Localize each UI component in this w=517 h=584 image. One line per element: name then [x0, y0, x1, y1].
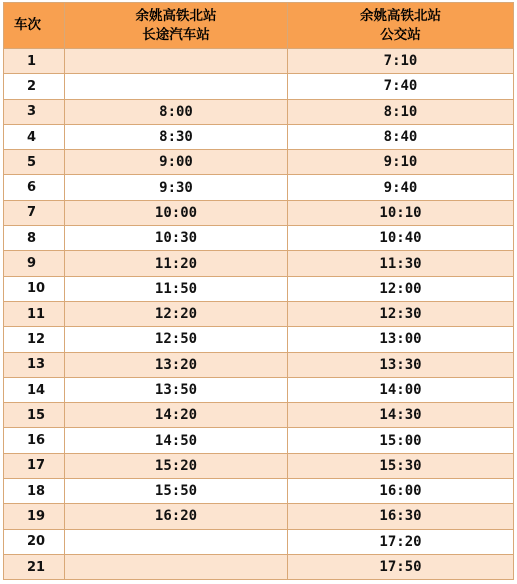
bus-stop-time-cell: 8:40 [288, 124, 514, 149]
table-row [4, 226, 514, 251]
long-distance-station-time-cell: 8:00 [65, 99, 288, 124]
trip-number-cell: 2 [4, 74, 65, 99]
bus-stop-time-cell: 13:30 [288, 352, 514, 377]
long-distance-station-time-cell: 14:50 [65, 428, 288, 453]
header-station2-line1: 余姚高铁北站 [360, 7, 441, 24]
bus-stop-time-cell: 12:00 [288, 276, 514, 301]
trip-number-cell: 14 [4, 377, 65, 402]
bus-stop-time-cell: 15:00 [288, 428, 514, 453]
long-distance-station-time-cell: 9:30 [65, 175, 288, 200]
trip-number-cell: 13 [4, 352, 65, 377]
schedule-table-container [3, 2, 513, 582]
trip-number-cell: 12 [4, 327, 65, 352]
table-row [4, 175, 514, 200]
long-distance-station-time-cell: 11:20 [65, 251, 288, 276]
long-distance-station-time-cell [65, 529, 288, 554]
table-row [4, 150, 514, 175]
table-row [4, 529, 514, 554]
trip-number-cell: 1 [4, 49, 65, 74]
long-distance-station-time-cell [65, 49, 288, 74]
long-distance-station-time-cell: 12:20 [65, 301, 288, 326]
header-station1-line1: 余姚高铁北站 [135, 7, 217, 24]
long-distance-station-time-cell: 16:20 [65, 504, 288, 529]
table-header [4, 3, 514, 49]
trip-number-cell: 10 [4, 276, 65, 301]
long-distance-station-time-cell: 13:20 [65, 352, 288, 377]
long-distance-station-time-cell [65, 74, 288, 99]
bus-stop-time-cell: 10:40 [288, 226, 514, 251]
bus-stop-time-cell: 7:40 [288, 74, 514, 99]
header-station1-line2: 长途汽车站 [142, 26, 210, 43]
bus-stop-time-cell: 10:10 [288, 200, 514, 225]
bus-stop-time-cell: 9:40 [288, 175, 514, 200]
long-distance-station-time-cell: 11:50 [65, 276, 288, 301]
table-row [4, 251, 514, 276]
table-row [4, 504, 514, 529]
long-distance-station-time-cell [65, 554, 288, 579]
trip-number-cell: 5 [4, 150, 65, 175]
header-station2-line2: 公交站 [380, 26, 421, 43]
header-trip-label: 车次 [14, 17, 41, 33]
table-row [4, 453, 514, 478]
header-trip-number [4, 3, 65, 49]
bus-stop-time-cell: 9:10 [288, 150, 514, 175]
table-row [4, 200, 514, 225]
long-distance-station-time-cell: 15:50 [65, 479, 288, 504]
header-row [4, 3, 514, 49]
table-row [4, 327, 514, 352]
header-long-distance-station [65, 3, 288, 49]
long-distance-station-time-cell: 15:20 [65, 453, 288, 478]
long-distance-station-time-cell: 9:00 [65, 150, 288, 175]
table-row [4, 74, 514, 99]
table-row [4, 377, 514, 402]
trip-number-cell: 20 [4, 529, 65, 554]
long-distance-station-time-cell: 14:20 [65, 403, 288, 428]
trip-number-cell: 8 [4, 226, 65, 251]
long-distance-station-time-cell: 13:50 [65, 377, 288, 402]
trip-number-cell: 16 [4, 428, 65, 453]
bus-stop-time-cell: 8:10 [288, 99, 514, 124]
trip-number-cell: 17 [4, 453, 65, 478]
table-row [4, 301, 514, 326]
trip-number-cell: 18 [4, 479, 65, 504]
bus-stop-time-cell: 14:30 [288, 403, 514, 428]
table-row [4, 276, 514, 301]
trip-number-cell: 19 [4, 504, 65, 529]
trip-number-cell: 7 [4, 200, 65, 225]
table-row [4, 403, 514, 428]
bus-stop-time-cell: 16:00 [288, 479, 514, 504]
trip-number-cell: 6 [4, 175, 65, 200]
trip-number-cell: 9 [4, 251, 65, 276]
table-row [4, 49, 514, 74]
table-row [4, 124, 514, 149]
long-distance-station-time-cell: 10:00 [65, 200, 288, 225]
trip-number-cell: 21 [4, 554, 65, 579]
bus-stop-time-cell: 14:00 [288, 377, 514, 402]
long-distance-station-time-cell: 10:30 [65, 226, 288, 251]
bus-stop-time-cell: 12:30 [288, 301, 514, 326]
table-row [4, 99, 514, 124]
bus-stop-time-cell: 16:30 [288, 504, 514, 529]
trip-number-cell: 15 [4, 403, 65, 428]
table-row [4, 428, 514, 453]
bus-stop-time-cell: 17:50 [288, 554, 514, 579]
long-distance-station-time-cell: 12:50 [65, 327, 288, 352]
header-bus-stop [288, 3, 514, 49]
bus-stop-time-cell: 13:00 [288, 327, 514, 352]
bus-stop-time-cell: 17:20 [288, 529, 514, 554]
trip-number-cell: 11 [4, 301, 65, 326]
bus-stop-time-cell: 7:10 [288, 49, 514, 74]
trip-number-cell: 4 [4, 124, 65, 149]
bus-schedule-table [3, 2, 514, 580]
table-row [4, 554, 514, 579]
bus-stop-time-cell: 11:30 [288, 251, 514, 276]
table-body [4, 49, 514, 580]
bus-stop-time-cell: 15:30 [288, 453, 514, 478]
long-distance-station-time-cell: 8:30 [65, 124, 288, 149]
table-row [4, 479, 514, 504]
trip-number-cell: 3 [4, 99, 65, 124]
table-row [4, 352, 514, 377]
